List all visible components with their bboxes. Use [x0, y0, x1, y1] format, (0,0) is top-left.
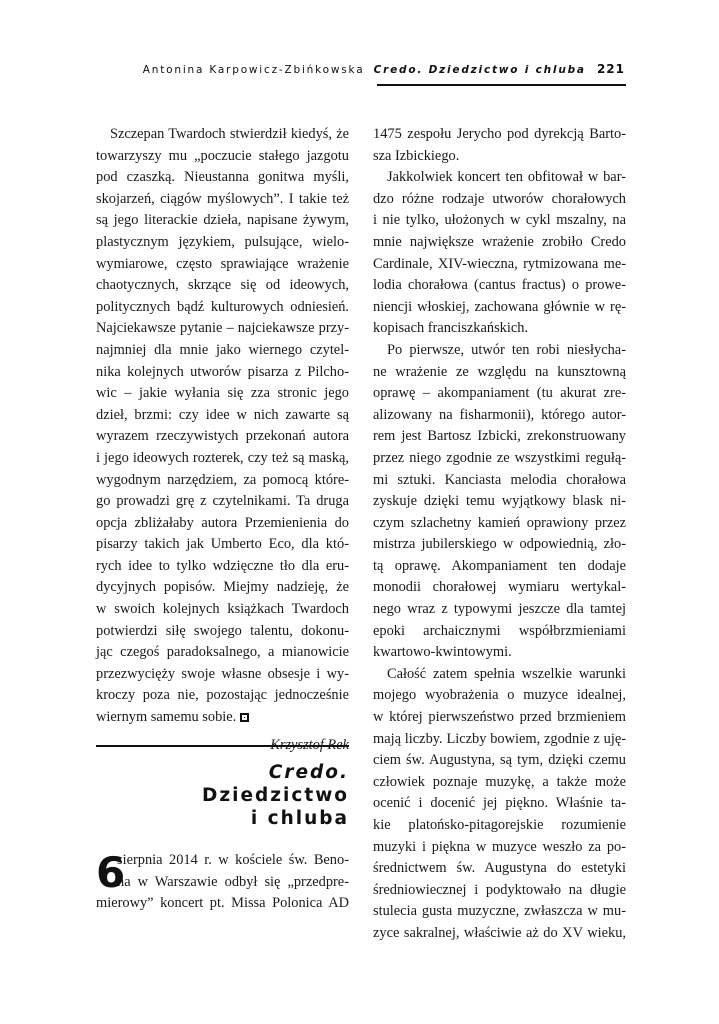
text-line: muzyki i piękna w muzyce weszło za po-	[373, 838, 626, 855]
text-line: niencji włoskiej, zachowana głównie w rę-	[373, 298, 626, 315]
text-line: kie platońsko-pitagorejskie rozumienie	[373, 817, 626, 833]
section-title	[202, 761, 349, 830]
text-line: Jakkolwiek koncert ten obfitował w bar-	[387, 169, 626, 186]
text-line: mają liczby. Liczby bowiem, zgodnie z uję-	[373, 730, 626, 747]
text-line: wyrazem rzeczywistych przekonań autora	[96, 428, 349, 445]
text-line: i nie tylko, ułożonych w cykl mszalny, na	[373, 212, 626, 229]
text-line: Cardinale, XIV-wieczna, rytmizowana me-	[373, 255, 626, 272]
text-line: potwierdzi siłę swojego talentu, dokonu-	[96, 622, 349, 639]
text-line: jąc czegoś paradoksalnego, a mianowicie	[96, 644, 349, 661]
section-title-italic: Credo.	[268, 762, 349, 783]
text-line: towarzyszy mu „poczucie stałego jazgotu	[96, 147, 349, 164]
text-line: alizowany na fisharmonii), którego autor-	[373, 406, 626, 423]
text-line: plastycznym językiem, pulsujące, wielo-	[96, 233, 349, 250]
text-line: kwartowo-kwintowymi.	[373, 644, 512, 661]
text-line: wygodnym narzędziem, za pomocą które-	[96, 471, 349, 488]
text-line: kopisach franciszkańskich.	[373, 320, 529, 337]
text-line: średniowiecznej i podyktowało na długie	[373, 881, 626, 898]
text-line: rem jest Bartosz Izbicki, zrekonstruowany	[373, 428, 626, 445]
text-line: lodia chorałowa (cantus fractus) o prowe-	[373, 277, 626, 294]
section-rule	[96, 745, 349, 747]
header-author: Antonina Karpowicz-Zbińkowska	[142, 64, 365, 76]
header-title: Credo. Dziedzictwo i chluba	[373, 64, 586, 76]
text-line: w swoich kolejnych książkach Twardoch	[96, 601, 349, 618]
text-line: nego wraz z typowymi jeszcze dla tamtej	[373, 601, 626, 618]
text-line: najmniej dla mnie jako wiernego czytel-	[96, 341, 349, 358]
text-line: Całość zatem spełnia wszelkie warunki	[387, 665, 626, 682]
text-line: przezwycięży swoje własne obsesje i wy-	[96, 665, 349, 682]
text-line: ocenić i docenić jej piękno. Właśnie ta-	[373, 795, 626, 812]
text-line: nika kolejnych utworów pisarza z Pilcho-	[96, 363, 349, 380]
article-paragraph	[373, 124, 626, 167]
article-opening	[96, 850, 349, 915]
text-line: skojarzeń, ciągów myślowych”. I takie też	[96, 190, 349, 207]
text-line: epoki archaicznymi współbrzmieniami	[373, 622, 626, 639]
running-header	[143, 62, 625, 76]
text-line: dzieł, brzmi: czy idee w nich zawarte są	[96, 406, 349, 423]
text-line-final-text: wiernym samemu sobie.	[96, 709, 237, 726]
article-paragraph	[373, 167, 626, 340]
text-line: zyce sakralnej, właściwie aż do XV wieku,	[373, 924, 626, 941]
text-line: tą oprawę. Akompaniament ten dodaje	[373, 557, 626, 574]
section-title-line-3: i chluba	[250, 808, 349, 829]
text-line: chaotycznych, skrzące się od ideowych,	[96, 277, 349, 294]
article-paragraph	[373, 664, 626, 945]
drop-cap: 6	[96, 848, 126, 897]
text-line: 1475 zespołu Jerycho pod dyrekcją Barto-	[373, 126, 626, 142]
text-line: pisarzy takich jak Umberto Eco, dla któ-	[96, 536, 349, 553]
text-line: pod czaszką. Nieustanna gonitwa myśli,	[96, 169, 349, 186]
text-line-final	[96, 707, 349, 729]
text-line: oprawę – akompaniament (tu akurat zre-	[373, 385, 626, 402]
text-line: go prowadzi grę z czytelnikami. Ta druga	[96, 493, 349, 510]
text-line: opcja zbliżałaby autora Przemienienia do	[96, 514, 349, 531]
article-paragraph	[373, 340, 626, 664]
text-line: mnie największe wrażenie zrobiło Credo	[373, 233, 626, 250]
text-line: ciem św. Augustyna, są tym, dzięki czemu	[373, 752, 626, 769]
text-line: mi sztuki. Kanciasta melodia chorałowa	[373, 471, 626, 488]
text-line: czym szlachetny kamień oprawiony przez	[373, 514, 626, 531]
text-line: Po pierwsze, utwór ten robi niesłycha-	[387, 341, 626, 358]
end-of-article-square-icon	[240, 713, 249, 722]
text-line: stulecia gusta muzyczne, zwłaszcza w mu-	[373, 903, 626, 920]
text-line: i jego ideowych rozterek, czy też są maską,	[96, 449, 349, 466]
text-line: kroczy poza nie, pozostając jednocześnie	[96, 687, 349, 704]
text-line: w której pierwszeństwo przed brzmieniem	[373, 709, 626, 726]
text-line: Najciekawsze pytanie – najciekawsze przy-	[96, 320, 349, 337]
text-line: zyskuje dzięki temu wyjątkowy blask ni-	[373, 493, 626, 510]
page-number: 221	[596, 62, 625, 76]
text-line: ne wrażenie ze względu na kunsztowną	[373, 363, 626, 380]
text-line: dycyjnych popisów. Miejmy nadzieję, że	[96, 579, 349, 596]
text-line: mierowy” koncert pt. Missa Polonica AD	[96, 895, 349, 912]
text-line: sza Izbickiego.	[373, 147, 460, 164]
review-paragraph	[96, 124, 349, 729]
text-line: na w Warszawie odbył się „przedpre-	[117, 873, 349, 890]
text-line: politycznych bądź kulturowych odniesień.	[96, 298, 349, 315]
right-column	[373, 124, 626, 945]
text-line: rych idee to tylko wdzięczne tło dla eru-	[96, 557, 349, 574]
text-line: wic – jakie wyłania się zza stronic jego	[96, 385, 349, 402]
text-line: wymiarowe, często sprawiające wrażenie	[96, 255, 349, 272]
text-line: Szczepan Twardoch stwierdził kiedyś, że	[110, 126, 349, 142]
text-line: przez niego zgodnie ze wszystkimi regułą-	[373, 449, 626, 466]
text-line: dzo różne rodzaje utworów chorałowych	[373, 190, 626, 207]
text-line: średnictwem św. Augustyna do estetyki	[373, 860, 626, 877]
text-line: mojego wyobrażenia o muzyce idealnej,	[373, 687, 626, 704]
text-line: mistrza jubilerskiego w odpowiednią, zło-	[373, 536, 626, 553]
text-line: człowiek poznaje muzykę, a także może	[373, 773, 626, 790]
text-line: monodii chorałowej wymiaru wertykal-	[373, 579, 626, 596]
text-line: są jego literackie dzieła, napisane żywym,	[96, 212, 349, 229]
header-rule	[377, 84, 626, 86]
review-signature: Krzysztof Rek	[270, 736, 349, 753]
text-line: sierpnia 2014 r. w kościele św. Beno-	[117, 852, 349, 868]
left-column	[96, 124, 349, 756]
section-title-line-2: Dziedzictwo	[202, 785, 349, 806]
